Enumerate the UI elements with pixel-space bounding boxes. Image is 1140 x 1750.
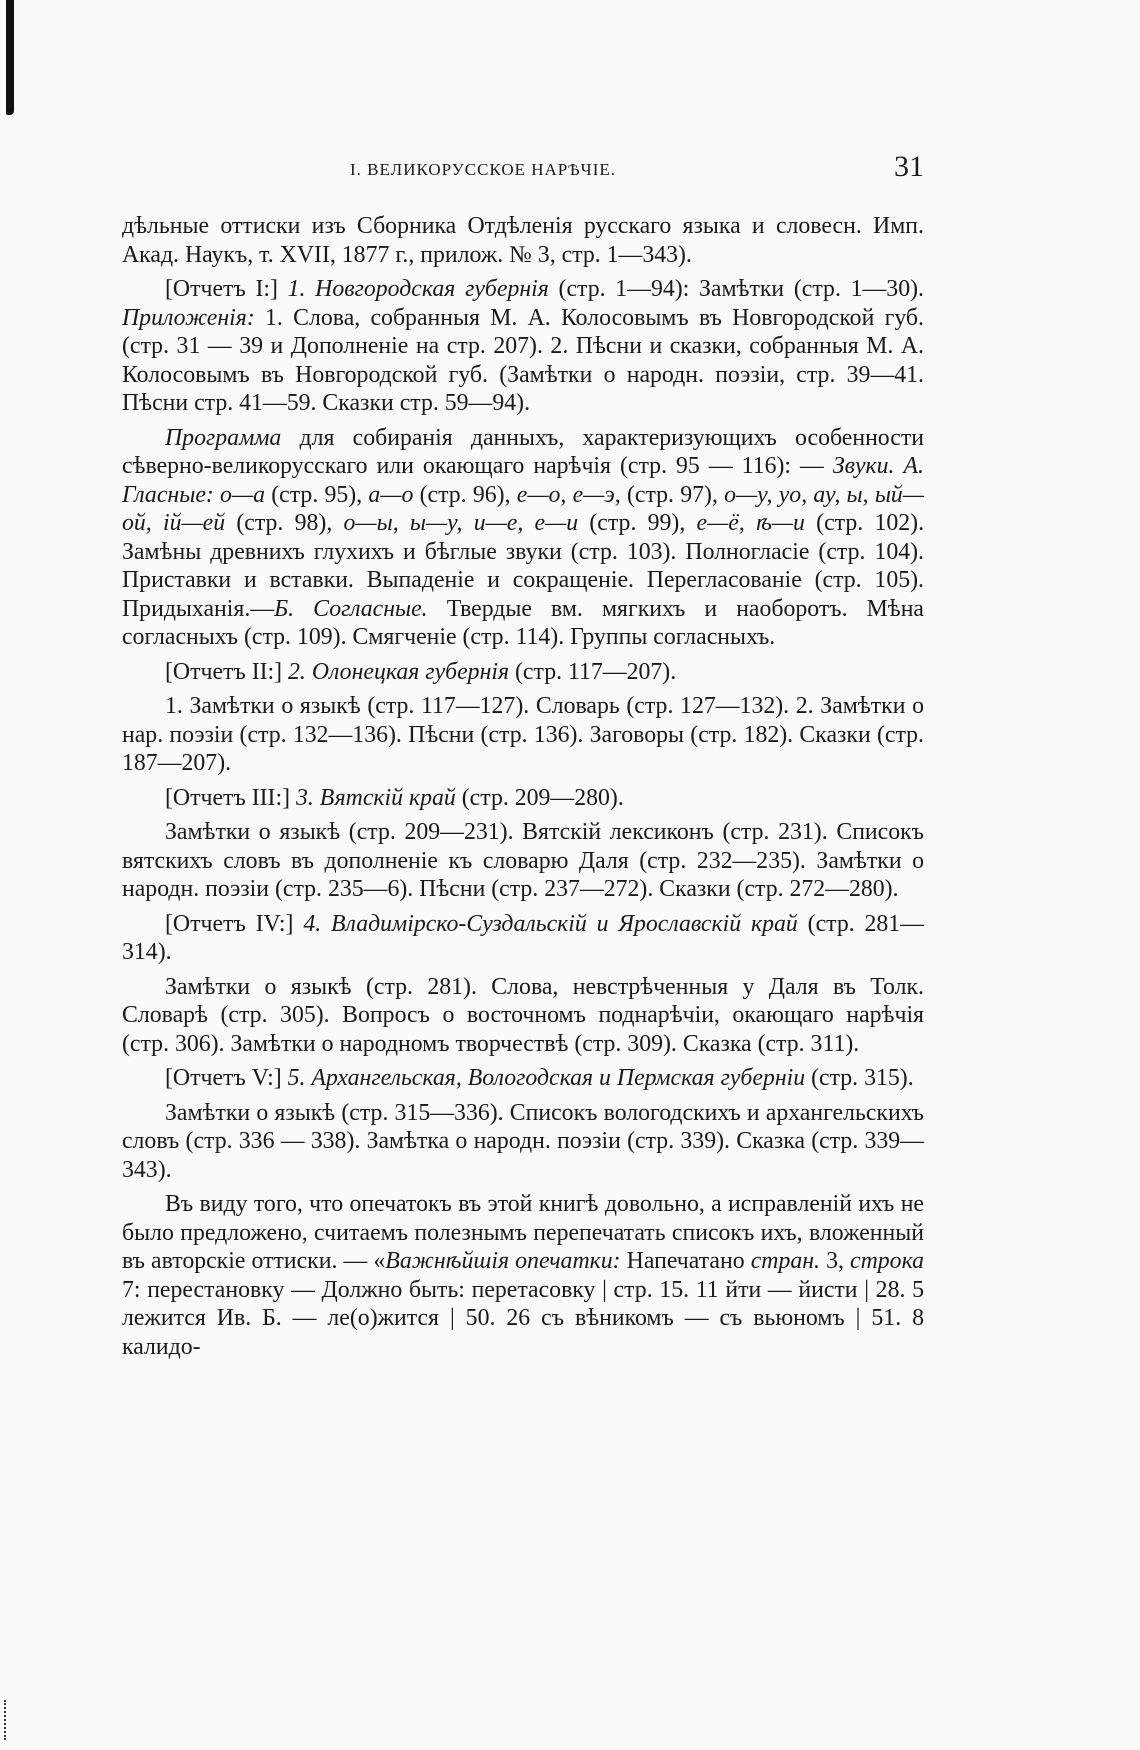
italic-run: 2. Олонецкая губернія <box>288 658 510 685</box>
text-run: Твердые вм. мягкихъ и наоборотъ. Мѣна согласныхъ (стр. 109). Смягченіе (стр. 114). Группы согласныхъ. <box>122 595 924 650</box>
running-title: I. ВЕЛИКОРУССКОЕ НАРѢЧІЕ. <box>350 160 616 179</box>
italic-run: Важнѣйшія опечатки: <box>385 1248 621 1274</box>
paragraph-1 <box>122 212 924 269</box>
italic-run: Программа <box>165 424 282 451</box>
italic-run: строка <box>850 1248 925 1274</box>
text-run: [Отчетъ III:] <box>165 784 296 811</box>
text-run: Замѣтки о языкѣ (стр. 281). Слова, невстрѣченныя у Даля въ Толк. Словарѣ (стр. 305). Вопросъ о восточномъ поднарѣчіи, окающаго нарѣчія (стр. 306). Замѣтки о народномъ творчествѣ (стр. 309). Сказка (стр. 311). <box>122 973 924 1057</box>
text-run: Въ виду того, что опечатокъ въ этой книгѣ довольно, а исправленій ихъ не было предложено, считаемъ полезнымъ перепечатать списокъ ихъ, вложенный въ авторскіе оттиски. — « <box>122 1191 924 1274</box>
scan-edge-mark-bottom <box>4 1700 9 1740</box>
italic-run: о—ы, ы—у, и—е, е—и <box>343 510 579 536</box>
paragraph-report-2-title <box>122 658 924 687</box>
italic-run: е—о, е—э, <box>516 481 621 508</box>
text-run: (стр. 117—207). <box>509 658 677 685</box>
text-run: 3, <box>820 1248 851 1274</box>
italic-run: о—а <box>220 481 266 508</box>
italic-run: 1. Новгородская губернія <box>287 276 549 302</box>
paragraph-errata <box>122 1190 924 1361</box>
text-run: (стр. 1—94): Замѣтки (стр. 1—30). <box>548 276 924 302</box>
text-run: Напечатано <box>620 1248 751 1274</box>
paragraph-report-4-title <box>122 910 924 967</box>
italic-run: о—у, уо, ау, ы, ый—ой, ій—ей <box>122 481 924 536</box>
text-run: 1. Слова, собранныя М. А. Колосовымъ въ Новгородской губ. (стр. 31 — 39 и Дополненіе на стр. 207). 2. Пѣсни и сказки, собранныя М. А. Колосовымъ въ Новгородской губ. (Замѣтки о народн. поэзіи, стр. 39—41. Пѣсни стр. 41—59. Сказки стр. 59—94). <box>122 304 924 416</box>
text-run: 1. Замѣтки о языкѣ (стр. 117—127). Словарь (стр. 127—132). 2. Замѣтки о нар. поэзіи (стр. 132—136). Пѣсни (стр. 136). Заговоры (стр. 182). Сказки (стр. 187—207). <box>122 693 924 776</box>
page-header <box>122 150 924 194</box>
italic-run: Звуки. А. Гласные: <box>122 453 924 508</box>
paragraph-report-5-title <box>122 1064 924 1093</box>
text-run: (стр. 99), <box>578 510 697 536</box>
text-run: для собиранія данныхъ, характеризующихъ особенности сѣверно-великорусскаго или окающаго нарѣчія (стр. 95 — 116): — <box>122 424 924 479</box>
text-run: [Отчетъ II:] <box>165 658 289 685</box>
text-run: Замѣтки о языкѣ (стр. 209—231). Вятскій лексиконъ (стр. 231). Списокъ вятскихъ словъ въ дополненіе къ словарю Даля (стр. 232—235). Замѣтки о народн. поэзіи (стр. 235—6). Пѣсни (стр. 237—272). Сказки (стр. 272—280). <box>122 819 924 902</box>
italic-run: 5. Архангельская, Вологодская и Пермская губерніи <box>287 1065 806 1091</box>
paragraph-report-1 <box>122 275 924 418</box>
italic-run: Приложенія: <box>122 304 255 331</box>
text-run: [Отчетъ IV:] <box>165 910 304 937</box>
text-run: [Отчетъ V:] <box>165 1065 288 1091</box>
page-number: 31 <box>894 150 924 183</box>
paragraph-programme <box>122 424 924 652</box>
text-run: [Отчетъ I:] <box>165 276 288 302</box>
text-run: (стр. 98), <box>225 510 344 536</box>
paragraph-report-3-body <box>122 818 924 904</box>
text-run: 7: перестановку — Должно быть: перетасовку | стр. 15. 11 йти — йисти | 28. 5 лежится Ив. Б. — ле(о)жится | 50. 26 съ вѣникомъ — съ вьюномъ | 51. 8 калидо- <box>122 1276 924 1360</box>
italic-run: Б. Согласные. <box>274 595 428 622</box>
text-run: (стр. 281—314). <box>122 910 925 965</box>
italic-run: 4. Владимірско-Суздальскій и Ярославскій край <box>303 910 798 937</box>
paragraph-report-4-body <box>122 973 924 1059</box>
text-run: (стр. 96), <box>413 481 517 508</box>
italic-run: стран. <box>750 1248 821 1274</box>
text-run: (стр. 97), <box>620 481 725 508</box>
text-run: (стр. 95), <box>265 481 369 508</box>
text-run: дѣльные оттиски изъ Сборника Отдѣленія русскаго языка и словесн. Имп. Акад. Наукъ, т. XVII, 1877 г., прилож. № 3, стр. 1—343). <box>122 213 924 268</box>
text-run: (стр. 102). Замѣны древнихъ глухихъ и бѣглые звуки (стр. 103). Полногласіе (стр. 104). Приставки и вставки. Выпаденіе и сокращеніе. Перегласованіе (стр. 105). Придыханія.— <box>122 510 925 622</box>
italic-run: а—о <box>368 481 414 508</box>
paragraph-report-2-body <box>122 692 924 778</box>
italic-run: е—ё, ѣ—и <box>696 510 805 536</box>
book-page <box>122 150 924 1361</box>
text-run: (стр. 315). <box>805 1065 914 1091</box>
italic-run: 3. Вятскій край <box>295 784 456 811</box>
text-run: (стр. 209—280). <box>455 784 624 811</box>
paragraph-report-5-body <box>122 1099 924 1185</box>
paragraph-report-3-title <box>122 784 924 813</box>
scan-edge-mark <box>6 0 14 115</box>
text-run: Замѣтки о языкѣ (стр. 315—336). Списокъ вологодскихъ и архангельскихъ словъ (стр. 336 — 338). Замѣтка о народн. поэзіи (стр. 339). Сказка (стр. 339—343). <box>122 1099 924 1183</box>
